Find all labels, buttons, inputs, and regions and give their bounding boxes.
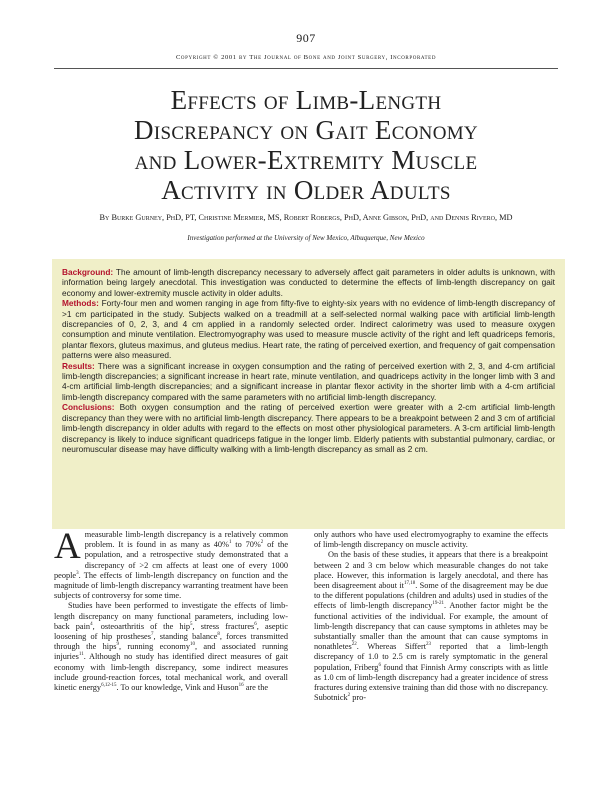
body-text: , and associated running injuries — [54, 642, 288, 662]
body-text: . Although no study has identified direct measures of gait economy with limb-length discrepancy, some indirect measures include ground-reaction forces, total mechanical work, and overall kinetic energy — [54, 652, 288, 693]
body-text: . Another factor might be the functional activities of the individual. For example, the amount of limb-length discrepancy that can cause symptoms in athletes may be substantially smaller than the amount that can cause symptoms in nonathletes — [314, 601, 548, 652]
body-text: . Some of the disagreement may be due to the different populations (children and adults) used in studies of the effects of limb-length discrepancy — [314, 581, 548, 611]
copyright-line: Copyright © 2001 by The Journal of Bone and Joint Surgery, Incorporated — [175, 54, 437, 61]
header-rule — [54, 68, 558, 69]
body-text: . Whereas Siffert — [356, 642, 427, 652]
body-text: . To our knowledge, Vink and Huson — [116, 683, 239, 693]
citation: 16 — [238, 683, 244, 689]
citation: 23 — [426, 642, 432, 648]
citation: 8 — [217, 632, 220, 638]
body-text: , osteoarthritis of the hip — [92, 621, 191, 631]
body-column-left — [54, 530, 288, 785]
title-line-1: Effects of Limb-Length — [170, 85, 442, 115]
body-text: , forces transmitted through the hips — [54, 632, 288, 652]
body-text: are the — [243, 683, 269, 693]
body-paragraph-4 — [314, 550, 548, 703]
citation: 7 — [150, 632, 154, 638]
body-text: pro- — [350, 693, 367, 703]
citation: 6,12-15 — [101, 683, 117, 689]
citation: 17,18 — [403, 581, 416, 587]
background-text: The amount of limb-length discrepancy necessary to adversely affect gait parameters in older adults is unknown, with information being largely anecdotal. This investigation was conducted to determine the effects of limb-length discrepancy on gait economy and lower-extremity muscle activity in older adults. — [62, 267, 555, 298]
drop-cap: A — [54, 530, 81, 567]
body-column-right — [314, 530, 548, 785]
methods-label: Methods: — [62, 298, 99, 309]
citation: 1 — [228, 540, 232, 546]
citation: 5 — [190, 622, 193, 628]
methods-text: Forty-four men and women ranging in age from fifty-five to eighty-six years with no evidence of limb-length discrepancy of >1 cm participated in the study. Subjects walked on a treadmill at a self-selected normal walking pace with artificial limb-length discrepancies of 0, 2, 3, and 4 cm applied in a randomly selected order. Indirect calorimetry was used to measure oxygen consumption and minute ventilation. Electromyography was used to measure muscle activity of the right and left quadriceps femoris, plantar flexors, gluteus maximus, and gluteus medius. Heart rate, the rating of perceived exertion, and frequency of gait compensation patterns were also measured. — [62, 298, 555, 361]
body-text: . The effects of limb-length discrepancy on function and the magnitude of limb-length discrepancy warranting treatment have been subjects of controversy for some time. — [54, 570, 288, 601]
abstract-results — [62, 361, 555, 403]
citation: 6 — [254, 622, 257, 628]
citation: 2 — [260, 540, 264, 546]
body-text: Studies have been performed to investigate the effects of limb-length discrepancy on many functional parameters, including low-back pain — [54, 601, 288, 631]
body-text: found that Finnish Army conscripts with as little as 1.0 cm of limb-length discrepancy had a greater incidence of stress fractures during extensive training than did those with no discrepancy. Subotnick — [314, 662, 548, 703]
citation: 9 — [116, 642, 119, 648]
body-paragraph-3: only authors who have used electromyography to examine the effects of limb-length discrepancy on muscle activity. — [314, 530, 548, 550]
body-text: , stress fractures — [192, 621, 255, 631]
title-line-3: and Lower-Extremity Muscle — [134, 145, 478, 175]
abstract-box — [52, 259, 565, 529]
conclusions-label: Conclusions: — [62, 402, 115, 413]
abstract-methods — [62, 298, 555, 360]
body-paragraph-1 — [54, 530, 288, 601]
abstract-background — [62, 267, 555, 298]
article-title — [56, 85, 556, 205]
citation: 11 — [78, 652, 84, 658]
background-label: Background: — [62, 267, 114, 277]
body-text: reported that a limb-length discrepancy of 1.0 to 2.5 cm is rarely symptomatic in the general population, Friberg — [314, 642, 548, 672]
body-text: On the basis of these studies, it appears that there is a breakpoint between 2 and 3 cm below which measurable changes do not take place. However, this information is largely anecdotal, and there has been disagreement about it — [314, 550, 548, 591]
citation: 19-21 — [432, 601, 444, 607]
citation: 10 — [189, 642, 195, 648]
author-list: By Burke Gurney, PhD, PT, Christine Mermier, MS, Robert Robergs, PhD, Anne Gibson, PhD, and Dennis Rivero, MD — [99, 213, 513, 222]
citation: 22 — [351, 642, 357, 648]
results-label: Results: — [62, 360, 95, 371]
abstract-conclusions — [62, 402, 555, 454]
body-text: measurable limb-length discrepancy is a relatively common problem. It is found in as many as 40% — [84, 530, 288, 550]
body-text: , running economy — [118, 642, 190, 652]
body-text: , standing balance — [153, 632, 218, 642]
institution-note: Investigation performed at the University of New Mexico, Albuquerque, New Mexico — [187, 234, 425, 242]
body-paragraph-2 — [54, 601, 288, 693]
citation: 3 — [76, 571, 79, 577]
body-text: of the population, and a retrospective study demonstrated that a discrepancy of >2 cm affects at least one of every 1000 people — [54, 540, 288, 580]
body-text: , aseptic loosening of hip prostheses — [54, 621, 288, 642]
citation: 2 — [347, 693, 351, 699]
page-number: 907 — [296, 31, 316, 45]
title-line-4: Activity in Older Adults — [161, 175, 451, 205]
citation: 6 — [378, 662, 381, 668]
results-text: There was a significant increase in oxygen consumption and the rating of perceived exertion with 2, 3, and 4-cm artificial limb-length discrepancies; a significant increase in heart rate, minute ventilation, and quadriceps activity in the longer limb with 3 and 4-cm artificial limb-length discrepancies; and a significant increase in plantar flexor activity in the shorter limb with a 4-cm artificial limb-length discrepancy compared with the same parameters with no artificial limb-length discrepancy. — [62, 360, 555, 402]
title-line-2: Discrepancy on Gait Economy — [134, 115, 478, 145]
citation: 4 — [90, 622, 93, 628]
body-text: to 70% — [231, 540, 261, 550]
conclusions-text: Both oxygen consumption and the rating of perceived exertion were greater with a 2-cm artificial limb-length discrepancy than they were with no artificial limb-length discrepancy. There appears to be a breakpoint between 2 and 3 cm of artificial limb-length discrepancy in older adults with regard to the effects on most other physiological parameters. A 3-cm artificial limb-length discrepancy is likely to induce significant quadriceps fatigue in the longer limb. Elderly patients with substantial pulmonary, cardiac, or neuromuscular disease may have difficulty walking with a limb-length discrepancy as small as 2 cm. — [62, 402, 555, 454]
